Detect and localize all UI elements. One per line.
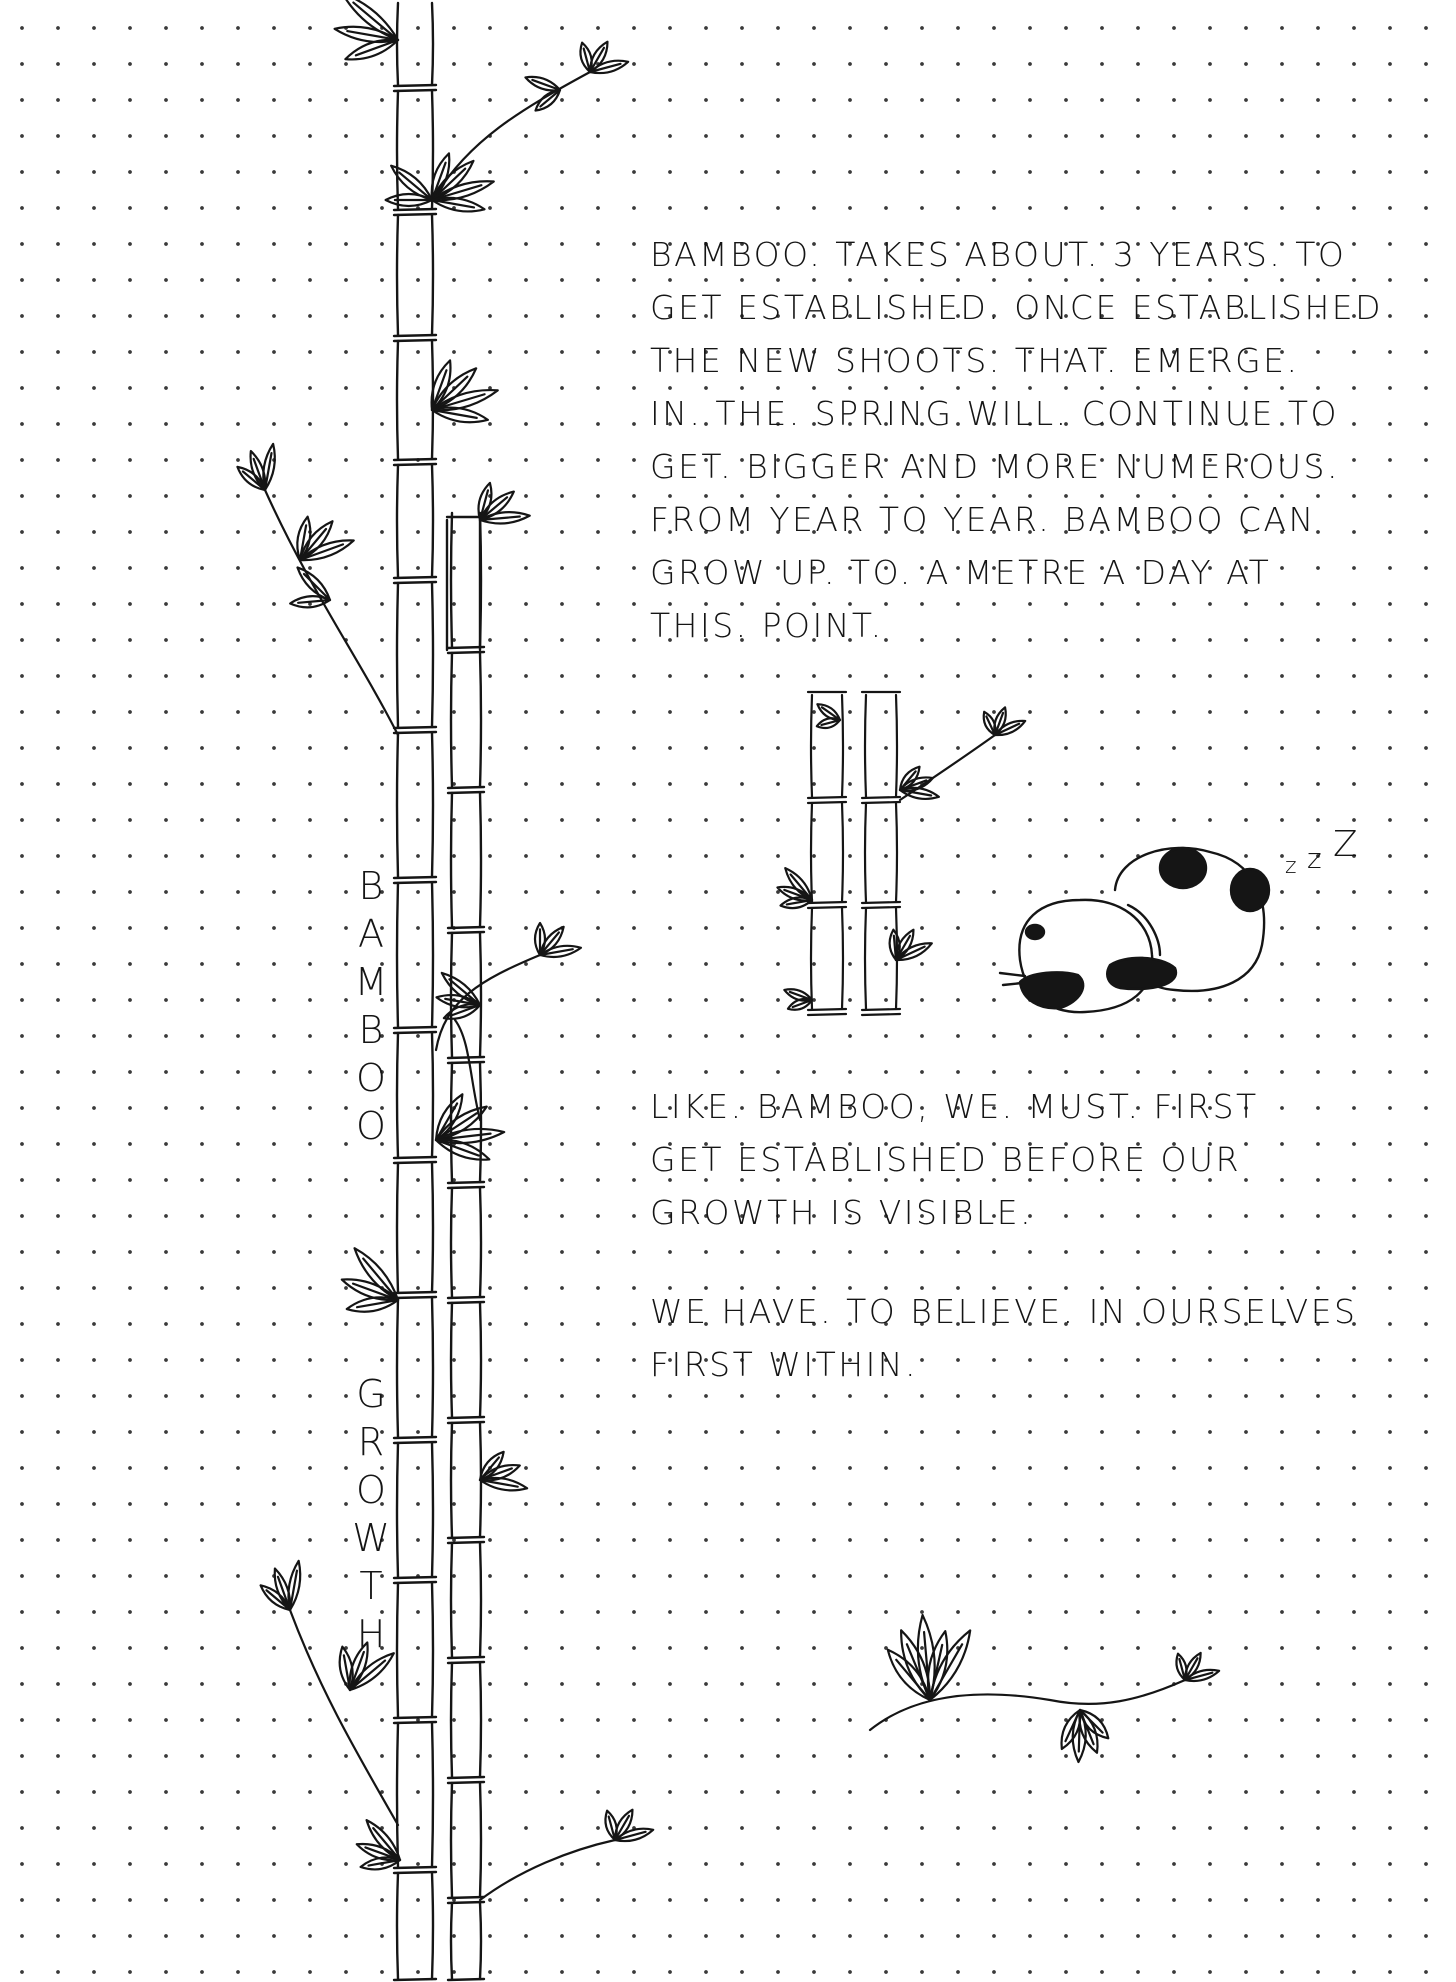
sleeping-panda-icon: [1000, 848, 1269, 1012]
bamboo-segment: [397, 341, 433, 459]
bamboo-node: [394, 209, 436, 215]
bamboo-leaf: [525, 77, 560, 91]
bamboo-node: [394, 335, 436, 341]
bamboo-segment: [451, 1188, 481, 1297]
bamboo-segment: [451, 513, 481, 647]
bamboo-segment: [397, 1163, 433, 1292]
intro-line: GET. BIGGER AND MORE NUMEROUS.: [650, 447, 1340, 486]
lesson-paragraph: [650, 1080, 1450, 1239]
vertical-title-growth: [348, 1370, 394, 1658]
bamboo-node: [394, 1027, 436, 1033]
bamboo-node: [394, 1867, 436, 1873]
intro-line: THE NEW SHOOTS. THAT. EMERGE.: [650, 341, 1300, 380]
bamboo-segment: [397, 465, 433, 577]
bamboo-node: [448, 927, 484, 933]
bamboo-node: [394, 1577, 436, 1583]
bamboo-segment: [451, 1303, 481, 1417]
title-letter: O: [356, 1056, 386, 1100]
bamboo-node: [394, 727, 436, 733]
bamboo-segment: [811, 908, 843, 1009]
bamboo-leaves-icon: [237, 0, 653, 1900]
bamboo-segment: [865, 803, 897, 902]
sleep-sound-text: z z Z: [1285, 824, 1358, 879]
bamboo-segment: [397, 1033, 433, 1157]
intro-line: BAMBOO. TAKES ABOUT. 3 YEARS. TO: [650, 235, 1347, 274]
bamboo-segment: [397, 1443, 433, 1577]
bamboo-node: [448, 647, 484, 653]
bamboo-leaf: [386, 194, 432, 206]
bamboo-leaf: [784, 989, 812, 1000]
bamboo-node: [862, 797, 900, 803]
bamboo-leaf: [480, 492, 514, 520]
title-letter: G: [356, 1372, 386, 1416]
belief-paragraph: [650, 1285, 1450, 1391]
bamboo-segment: [397, 883, 433, 1027]
title-letter: T: [359, 1564, 383, 1608]
bamboo-node: [862, 1009, 900, 1015]
bamboo-leaf: [1062, 1710, 1081, 1749]
intro-line: IN. THE. SPRING WILL. CONTINUE TO: [650, 394, 1339, 433]
bamboo-node: [394, 85, 436, 91]
bamboo-segment: [451, 1063, 481, 1182]
bamboo-node: [394, 877, 436, 883]
bamboo-segment: [397, 1583, 433, 1717]
bamboo-leaf: [437, 995, 480, 1007]
bamboo-segment: [451, 793, 481, 927]
bamboo-segment: [451, 653, 481, 787]
bamboo-segment: [397, 1298, 433, 1437]
bamboo-node: [448, 1537, 484, 1543]
title-letter: O: [356, 1104, 386, 1148]
bamboo-node: [394, 459, 436, 465]
lesson-line: GROWTH IS VISIBLE.: [650, 1193, 1034, 1232]
bamboo-node: [448, 1417, 484, 1423]
bamboo-segment: [451, 1423, 481, 1537]
belief-line: WE HAVE. TO BELIEVE. IN OURSELVES: [650, 1292, 1358, 1331]
title-letter: M: [354, 960, 388, 1004]
bamboo-node: [448, 787, 484, 793]
vertical-title-bamboo: [348, 862, 394, 1150]
bamboo-branch: [870, 1680, 1185, 1730]
bamboo-segment: [451, 1903, 481, 1979]
bamboo-segment: [397, 215, 433, 335]
title-letter: R: [357, 1420, 385, 1464]
intro-line: GROW UP. TO. A METRE A DAY AT: [650, 553, 1272, 592]
bamboo-segment: [865, 695, 897, 797]
bamboo-node: [448, 1657, 484, 1663]
bamboo-branch: [436, 72, 590, 195]
bamboo-node: [448, 1777, 484, 1783]
bamboo-segment: [865, 908, 897, 1009]
bamboo-node: [394, 1437, 436, 1443]
bamboo-leaf: [817, 704, 840, 720]
bamboo-node: [448, 1897, 484, 1903]
bamboo-segment: [451, 1543, 481, 1657]
bamboo-node: [394, 577, 436, 583]
intro-line: THIS. POINT.: [650, 606, 884, 645]
bamboo-segment: [451, 1783, 481, 1897]
bamboo-node: [448, 1057, 484, 1063]
title-letter: W: [352, 1516, 390, 1560]
title-letter: B: [358, 864, 384, 908]
bamboo-node: [808, 902, 846, 908]
lesson-line: LIKE. BAMBOO, WE. MUST. FIRST: [650, 1087, 1259, 1126]
intro-line: FROM YEAR TO YEAR. BAMBOO CAN: [650, 500, 1316, 539]
bamboo-segment: [397, 733, 433, 877]
small-bamboo-icon: [777, 692, 1025, 1015]
bamboo-segment: [397, 1873, 433, 1979]
lesson-line: GET ESTABLISHED BEFORE OUR: [650, 1140, 1242, 1179]
bamboo-branch: [480, 1840, 615, 1900]
title-letter: H: [356, 1612, 386, 1656]
bamboo-segment: [397, 3, 433, 85]
intro-paragraph: [650, 228, 1450, 652]
bamboo-segment: [811, 803, 843, 902]
bamboo-leaf: [288, 1561, 300, 1610]
bamboo-node: [448, 1297, 484, 1303]
belief-line: FIRST WITHIN.: [650, 1345, 918, 1384]
bamboo-segment: [451, 1663, 481, 1777]
bamboo-node: [448, 1182, 484, 1188]
bamboo-node: [808, 797, 846, 803]
intro-line: GET ESTABLISHED. ONCE ESTABLISHED: [650, 288, 1384, 327]
title-letter: B: [358, 1008, 384, 1052]
bamboo-node: [394, 1157, 436, 1163]
bamboo-node: [394, 1717, 436, 1723]
bamboo-segment: [397, 1723, 433, 1867]
bamboo-branch: [455, 1020, 480, 1120]
bamboo-leaf: [930, 1630, 970, 1700]
bamboo-node: [394, 1292, 436, 1298]
title-letter: A: [358, 912, 384, 956]
bamboo-node: [808, 1009, 846, 1015]
bamboo-segment: [397, 583, 433, 727]
title-letter: O: [356, 1468, 386, 1512]
bamboo-node: [862, 902, 900, 908]
bamboo-sprig-icon: [870, 1615, 1219, 1762]
